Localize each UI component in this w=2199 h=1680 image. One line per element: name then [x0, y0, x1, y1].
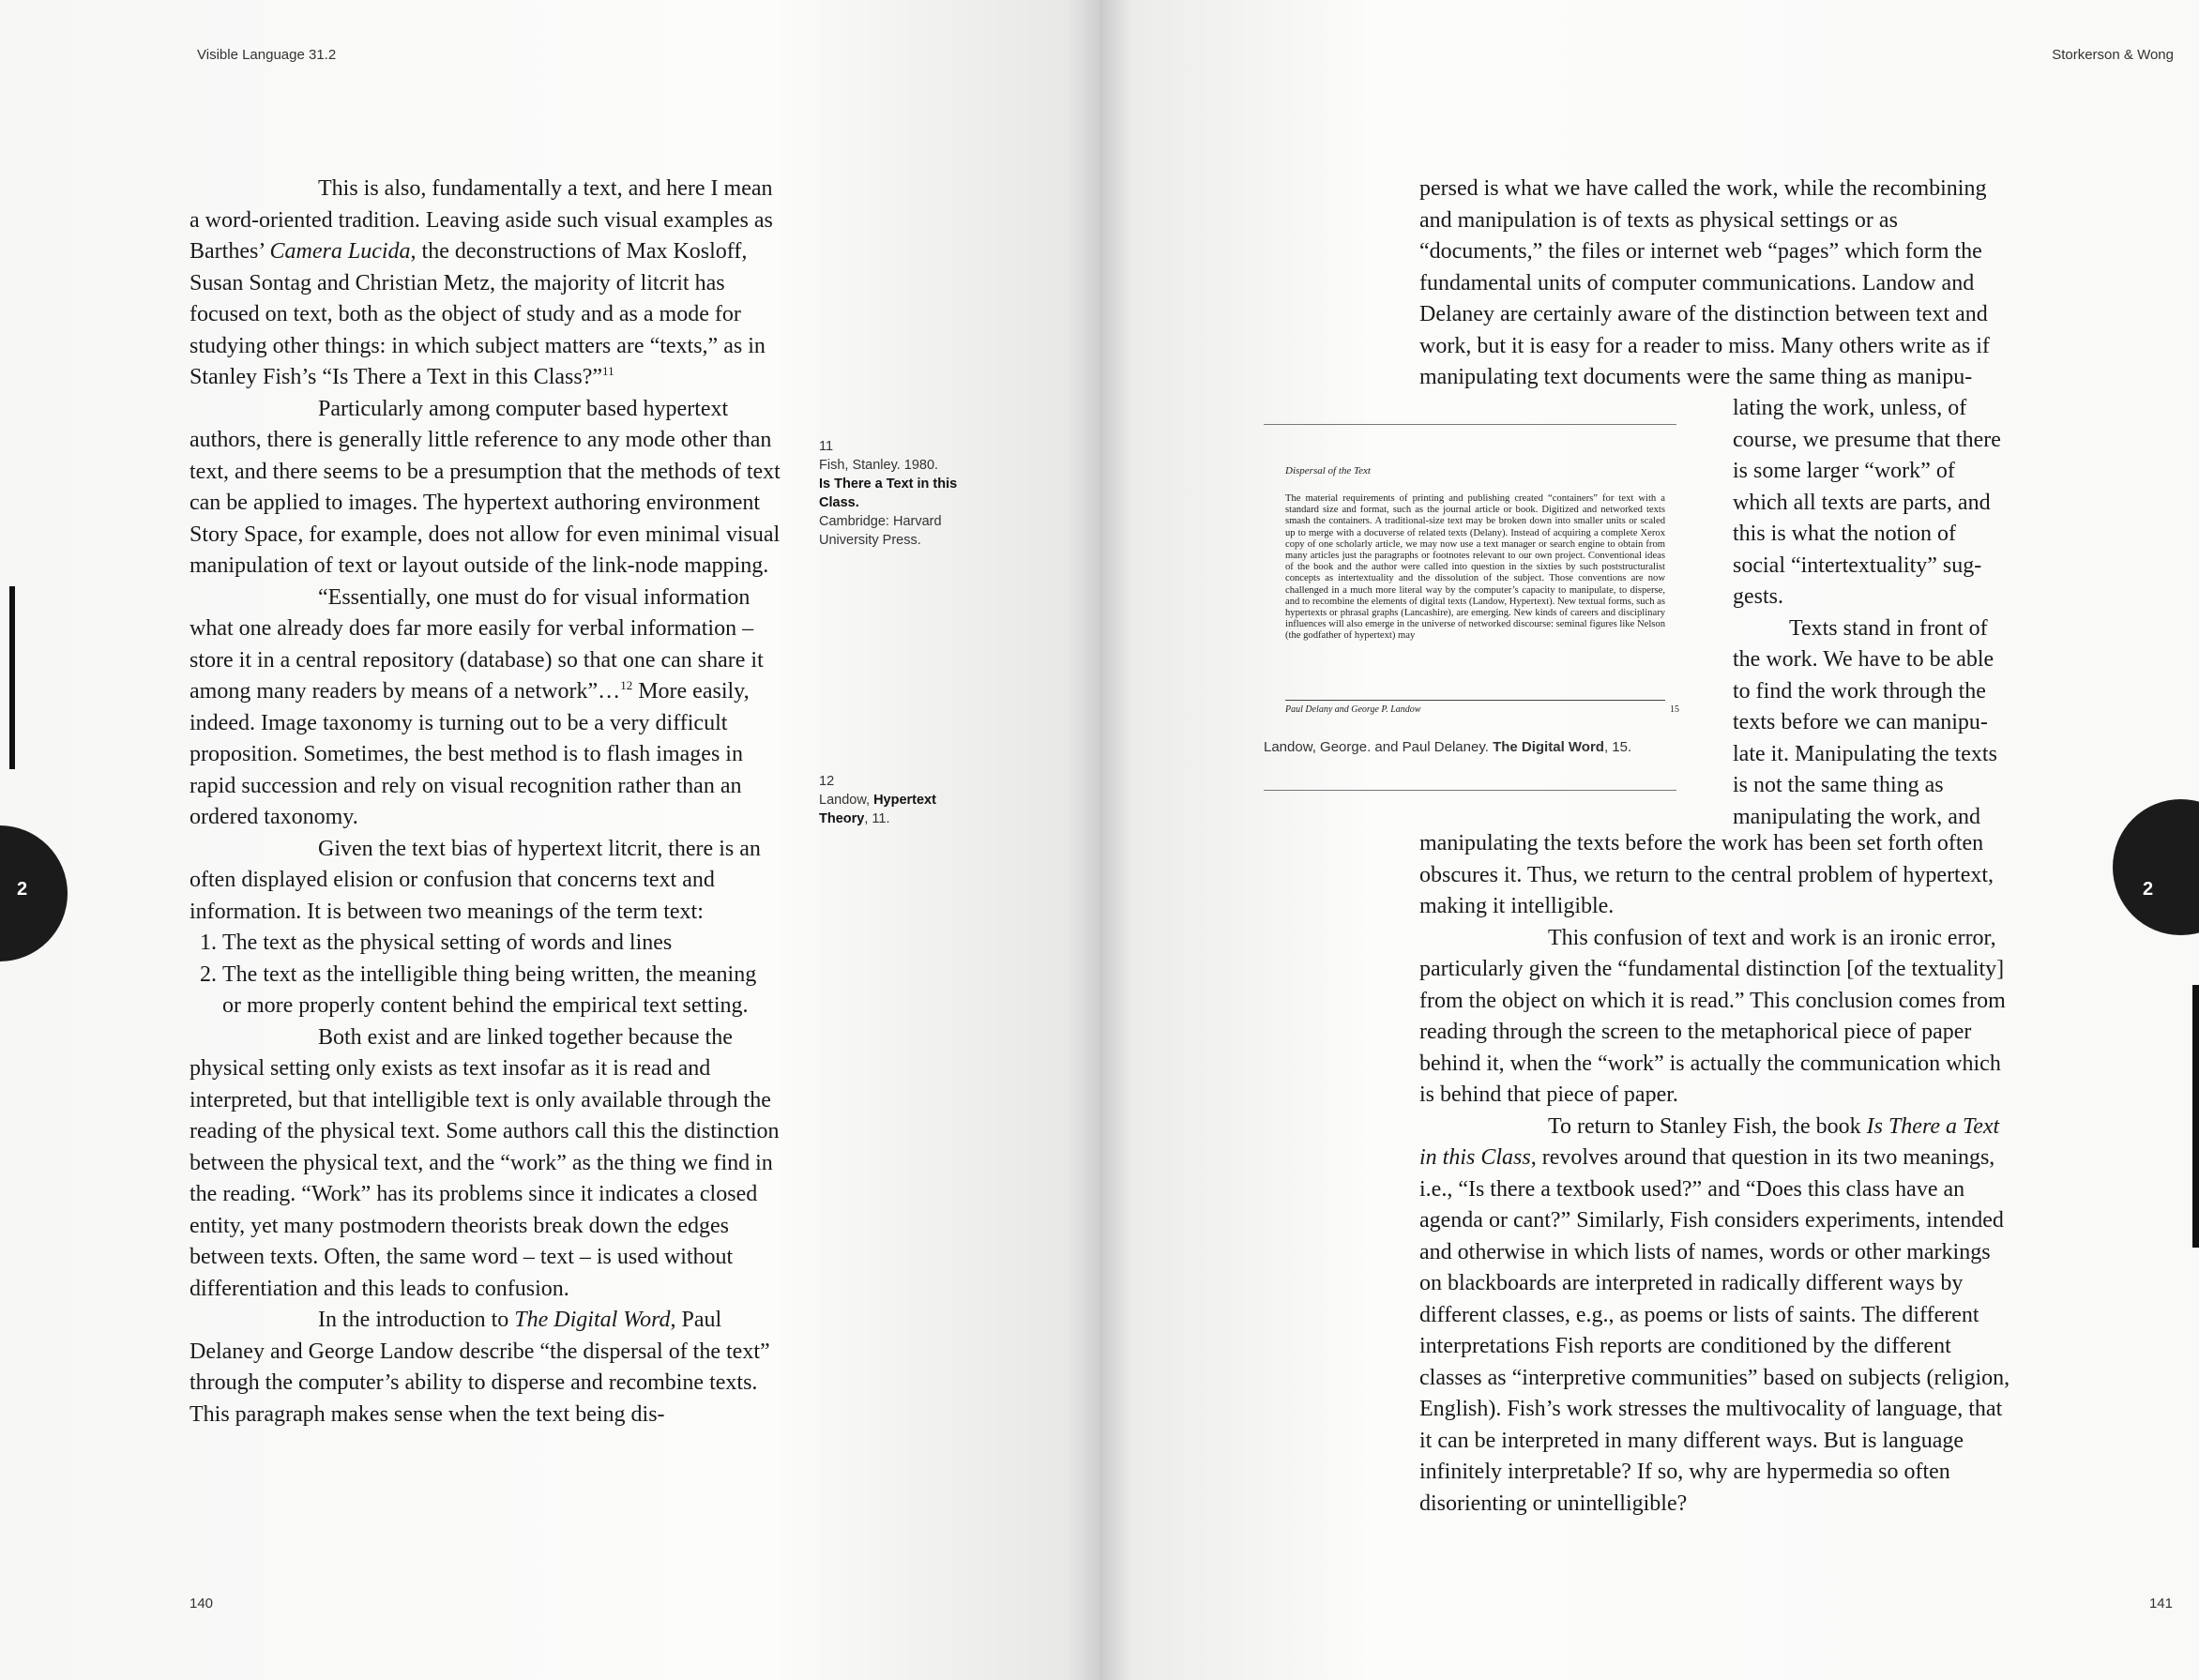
excerpt-bottom-rule: [1264, 790, 1676, 791]
right-paragraph-4: To return to Stanley Fish, the book Is There a Text in this Class, revolves around that question in its two meanings, i.e., “Is there a textbook used?” and “Does this class have an agenda or cant?” Similarly, Fish considers experiments, intended and otherwise in which lists of names, words or other markings on blackboards are interpreted in radically different ways by different classes, e.g., as poems or lists of saints. The different interpretations Fish reports are conditioned by the different classes as “interpretive communities” based on subjects (religion, English). Fish’s work stresses the multivocality of language, that it can be interpreted in many different ways. But is language infinitely interpretable? If so, why are hypermedia so often disorienting or unintelligible?: [1419, 1113, 2010, 1516]
page-number-right: 141: [2148, 1596, 2173, 1612]
chapter-tab-left: [0, 825, 68, 961]
left-paragraph-1: This is also, fundamentally a text, and here I mean a word-oriented tradition. Leaving aside such visual examples as Barthes’ Camera Lucida, the deconstructions of Max Kosloff, Susan Sontag and Christian Metz, the majority of litcrit has focused on text, both as the object of study and as a mode for studying other things: in which subject matters are “texts,” as in Stanley Fish’s “Is There a Text in this Class?”$^{11}$: [190, 176, 773, 389]
chapter-tab-right: [2113, 799, 2199, 935]
excerpt-top-rule: [1264, 424, 1676, 425]
right-body-text: [1419, 828, 2015, 1520]
left-paragraph-4: Given the text bias of hypertext litcrit, there is an often displayed elision or confusion that concerns text and information. It is between two meanings of the term text:: [190, 836, 761, 924]
sidenote-11: 11 Fish, Stanley. 1980. Is There a Text in this Class. Cambridge: Harvard University Press.: [819, 439, 958, 548]
binder-mark-right: [2192, 985, 2199, 1248]
left-paragraph-5: Both exist and are linked together because the physical setting only exists as text insofar as it is read and interpreted, but that intelligible text is only available through the reading of the physical text. Some authors call this the distinction between the physical text, and the “work” as the thing we find in the reading. “Work” has its problems since it indicates a closed entity, yet many postmodern theorists break down the edges between texts. Often, the same word – text – is used without differentiation and this leads to confusion.: [190, 1024, 780, 1301]
page-number-left: 140: [190, 1596, 214, 1612]
excerpt-footer: Paul Delany and George P. Landow: [1285, 704, 1421, 715]
left-body-text: [190, 174, 781, 1430]
excerpt-footer-rule: [1285, 700, 1665, 701]
excerpt-caption: Landow, George. and Paul Delaney. The Digital Word, 15.: [1264, 739, 1632, 755]
binder-mark: [9, 586, 15, 769]
left-paragraph-3: “Essentially, one must do for visual information what one already does far more easily for verbal information – store it in a central repository (database) so that one can share it among many readers by means of a network”…$^{12}$ More easily, indeed. Image taxonomy is turning out to be a very difficult proposition. Sometimes, the best method is to flash images in rapid succession and rely on visual recognition rather than an ordered taxonomy.: [190, 584, 764, 829]
running-head-left: Visible Language 31.2: [197, 47, 337, 63]
list-item: 2. The text as the intelligible thing being written, the meaning or more properly content behind the empirical text setting.: [222, 960, 781, 1022]
right-paragraph-continuation: manipulating the texts before the work has been set forth often obscures it. Thus, we return to the central problem of hypertext, making it intelligible.: [1419, 831, 1994, 918]
text-meanings-list: [190, 928, 781, 1022]
right-page: Storkerson & Wong persed is what we have called the work, while the recombining and manipulation is of texts as physical settings or as “documents,” the files or internet web “pages” which form the fundamental units of computer communications. Landow and Delaney are certainly aware of the distinction between text and work, but it is easy for a reader to miss. Many others write as if manipulating text documents were the same thing as manipu- lating the work, unless, of course, we presume that there is some larger “work” of which all texts are parts, and this is what the notion of social “intertextuality” sug- gests. Texts stand in front of the work. We have to be able to find the work through the texts before we can manipu- late it. Manipulating the texts is not the same thing as manipulating the work, and Dispersal of the Text The material requirements of printing and publishing created “containers” for text with a standard size and format, such as the journal article or book. Digitized and networked texts smash the containers. A traditional-size text may be broken down into smaller units or scaled up to merge with a docuverse of related texts (Delany). Instead of acquiring a complete Xerox copy of one scholarly article, we may now use a text manager or search engine to obtain from many articles just the paragraphs or footnotes relevant to our own project. Conventional ideas of the book and the author were called into question in the sixties by such poststructuralist concepts as intertextuality and the dissolution of the subject. Those conventions are now challenged in a much more literal way by the computer’s capacity to manipulate, to disperse, and to recombine the elements of digital texts (Landow, Hypertext). New textual forms, such as hypertexts or phrasal graphs (Lancashire), are emerging. New kinds of careers and disciplinary influences will also emerge in the universe of networked discourse: seminal figures like Nelson (the godfather of hypertext) may Paul Delany and George P. Landow 15 Landow, George. and Paul Delaney. The Digital Word, 15. manipulating the texts before the work has been set forth often obscures it. Thus, we return to the central problem of hypertext, making it intelligible. This confusion of text and work is an ironic error, particularly given the “fundamental distinction [of the textuality] from the object on which it is read.” This conclusion comes from reading through the screen to the metaphorical piece of paper behind it, when the “work” is actually the communication which is behind that piece of paper. To return to Stanley Fish, the book Is There a Text in this Class, revolves around that question in its two meanings, i.e., “Is there a textbook used?” and “Does this class have an agenda or cant?” Similarly, Fish considers experiments, intended and otherwise in which lists of names, words or other markings on blackboards are interpreted in radically different ways by different classes, e.g., as poems or lists of saints. The different interpretations Fish reports are conditioned by the different classes as “interpretive communities” based on subjects (religion, English). Fish’s work stresses the multivocality of language, that it can be interpreted in many different ways. But is language infinitely interpretable? If so, why are hypermedia so often disorienting or unintelligible? 2 141: [1100, 0, 2199, 1680]
chapter-tab-number-left: 2: [17, 879, 28, 900]
excerpt-text: The material requirements of printing and publishing created “containers” for text with a standard size and format, such as the journal article or book. Digitized and networked texts smash the containers. A traditional-size text may be broken down into smaller units or scaled up to merge with a docuverse of related texts (Delany). Instead of acquiring a complete Xerox copy of one scholarly article, we may now use a text manager or search engine to obtain from many articles just the paragraphs or footnotes relevant to our own project. Conventional ideas of the book and the author were called into question in the sixties by such poststructuralist concepts as intertextuality and the dissolution of the subject. Those conventions are now challenged in a much more literal way by the computer’s capacity to manipulate, to disperse, and to recombine the elements of digital texts (Landow, Hypertext). New textual forms, such as hypertexts or phrasal graphs (Lancashire), are emerging. New kinds of careers and disciplinary influences will also emerge in the universe of networked discourse: seminal figures like Nelson (the godfather of hypertext) may: [1285, 493, 1665, 642]
chapter-tab-number-right: 2: [2143, 879, 2154, 900]
wrap-column: lating the work, unless, of course, we presume that there is some larger “work” of which all texts are parts, and this is what the notion of social “intertextuality” sug- gests. Texts stand in front of the work. We have to be able to find the work through the texts before we can manipu- late it. Manipulating the texts is not the same thing as manipulating the work, and: [1733, 396, 2001, 829]
left-paragraph-2: Particularly among computer based hypertext authors, there is generally little reference to any mode other than text, and there seems to be a presumption that the methods of text can be applied to images. The hypertext authoring environment Story Space, for example, does not allow for even minimal visual manipulation of text or layout outside of the link-node mapping.: [190, 396, 781, 578]
right-top-paragraph: persed is what we have called the work, while the recombining and manipulation is of texts as physical settings or as “documents,” the files or internet web “pages” which form the fundamental units of computer communications. Landow and Delaney are certainly aware of the distinction between text and work, but it is easy for a reader to miss. Many others write as if manipulating text documents were the same thing as manipu-: [1419, 176, 1990, 389]
excerpt-title: Dispersal of the Text: [1285, 465, 1371, 477]
list-item: 1. The text as the physical setting of words and lines: [222, 928, 781, 960]
running-head-right: Storkerson & Wong: [2052, 47, 2174, 63]
sidenote-12: 12 Landow, Hypertext Theory, 11.: [819, 774, 936, 826]
right-paragraph-3: This confusion of text and work is an ironic error, particularly given the “fundamental distinction [of the textuality] from the object on which it is read.” This conclusion comes from reading through the screen to the metaphorical piece of paper behind it, when the “work” is actually the communication which is behind that piece of paper.: [1419, 925, 2006, 1107]
left-paragraph-6: In the introduction to The Digital Word, Paul Delaney and George Landow describe “the dispersal of the text” through the computer’s ability to disperse and recombine texts. This paragraph makes sense when the text being dis-: [190, 1308, 770, 1427]
